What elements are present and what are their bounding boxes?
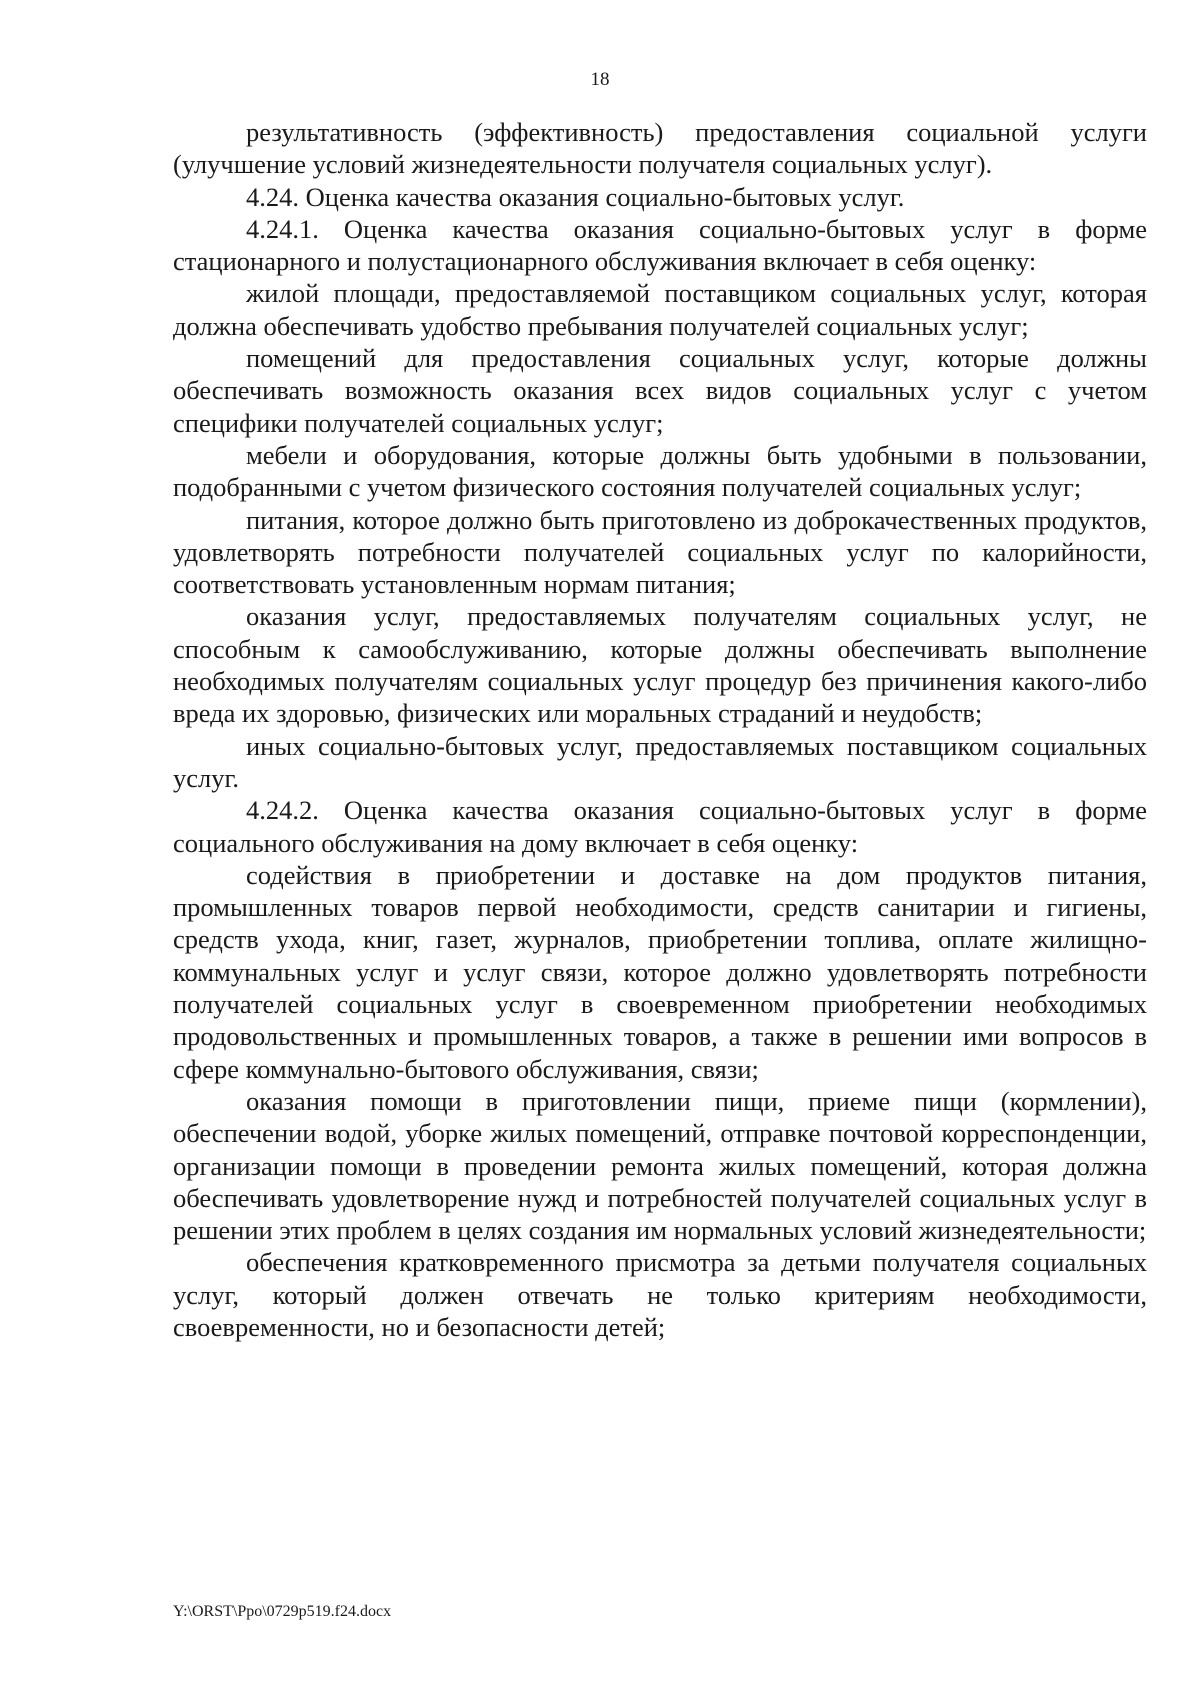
paragraph: жилой площади, предоставляемой поставщиком социальных услуг, которая должна обеспечивать удобство пребывания получателей социальных услуг; xyxy=(173,278,1147,341)
subsection-heading: 4.24.1. Оценка качества оказания социально-бытовых услуг в форме стационарного и полустационарного обслуживания включает в себя оценку: xyxy=(173,213,1147,277)
paragraph: иных социально-бытовых услуг, предоставляемых поставщиком социальных услуг. xyxy=(173,730,1147,793)
section-heading: 4.24. Оценка качества оказания социально-бытовых услуг. xyxy=(246,181,905,212)
paragraph: питания, которое должно быть приготовлено из доброкачественных продуктов, удовлетворять потребности получателей социальных услуг по калорийности, соответствовать установленным нормам питания; xyxy=(173,504,1147,600)
paragraph: содействия в приобретении и доставке на дом продуктов питания, промышленных товаров первой необходимости, средств санитарии и гигиены, средств ухода, книг, газет, журналов, приобретении топлива, оплате жилищно-коммунальных услуг и услуг связи, которое должно удовлетворять потребности получателей социальных услуг в своевременном приобретении необходимых продовольственных и промышленных товаров, а также в решении ими вопросов в сфере коммунально-бытового обслуживания, связи; xyxy=(173,859,1147,1084)
document-body xyxy=(173,116,1147,1343)
page-number: 18 xyxy=(590,69,610,90)
paragraph: результативность (эффективность) предоставления социальной услуги (улучшение условий жизнедеятельности получателя социальных услуг). xyxy=(173,117,1147,180)
footer-file-path: Y:\ORST\Ppo\0729p519.f24.docx xyxy=(173,1603,392,1620)
paragraph: обеспечения кратковременного присмотра за детьми получателя социальных услуг, который должен отвечать не только критериям необходимости, своевременности, но и безопасности детей; xyxy=(173,1247,1147,1342)
paragraph: мебели и оборудования, которые должны быть удобными в пользовании, подобранными с учетом физического состояния получателей социальных услуг; xyxy=(173,439,1147,503)
paragraph: оказания услуг, предоставляемых получателям социальных услуг, не способным к самообслуживанию, которые должны обеспечивать выполнение необходимых получателям социальных услуг процедур без причинения какого-либо вреда их здоровью, физических или моральных страданий и неудобств; xyxy=(173,601,1147,729)
subsection-heading: 4.24.2. Оценка качества оказания социально-бытовых услуг в форме социального обслуживания на дому включает в себя оценку: xyxy=(173,795,1147,858)
paragraph: оказания помощи в приготовлении пищи, приеме пищи (кормлении), обеспечении водой, уборке жилых помещений, отправке почтовой корреспонденции, организации помощи в проведении ремонта жилых помещений, которая должна обеспечивать удовлетворение нужд и потребностей получателей социальных услуг в решении этих проблем в целях создания им нормальных условий жизнедеятельности; xyxy=(173,1085,1147,1246)
paragraph: помещений для предоставления социальных услуг, которые должны обеспечивать возможность оказания всех видов социальных услуг с учетом специфики получателей социальных услуг; xyxy=(173,343,1147,438)
